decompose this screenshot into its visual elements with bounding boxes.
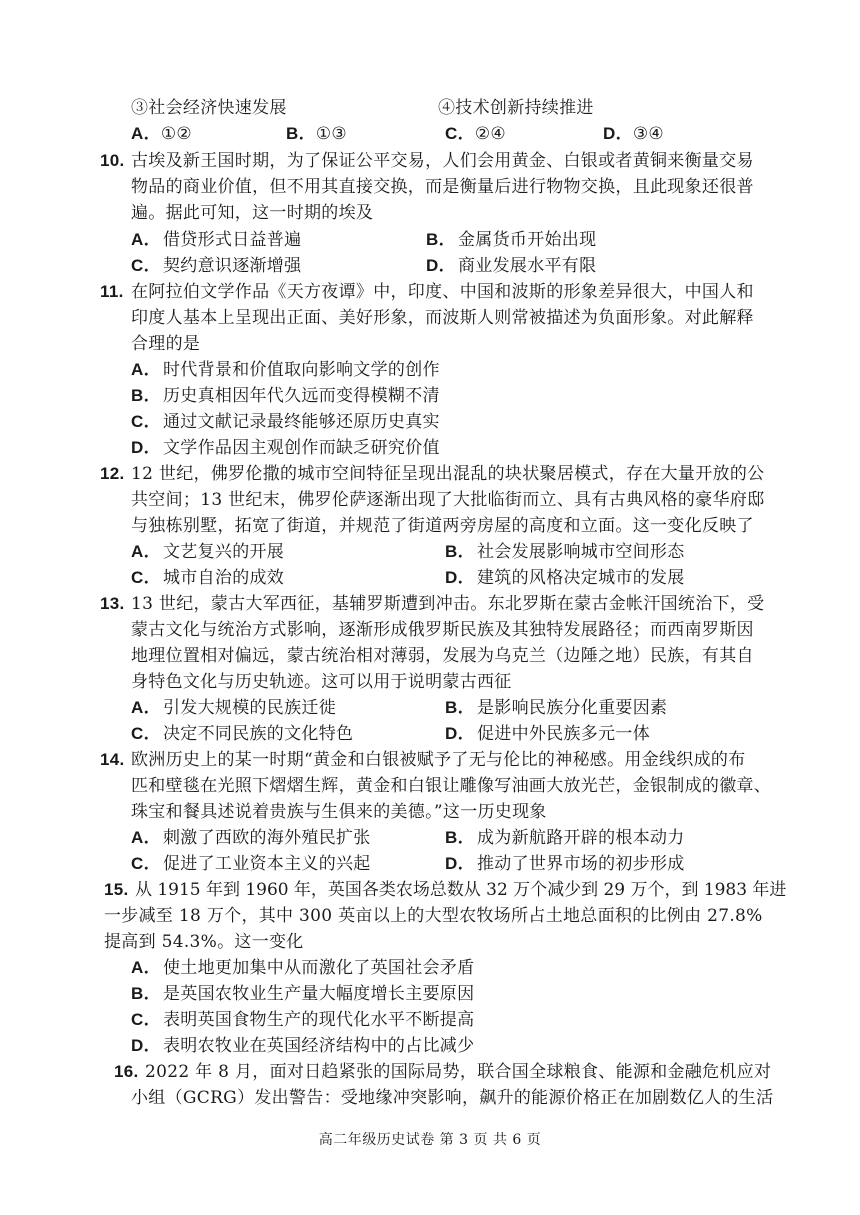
q10-stem-line-3: 遍。据此可知，这一时期的埃及	[131, 203, 374, 223]
q10-option-b: B． 金属货币开始出现	[426, 230, 597, 250]
page-footer: 高二年级历史试卷 第 3 页 共 6 页	[318, 1132, 542, 1148]
q14-option-a: A． 刺激了西欧的海外殖民扩张	[131, 828, 371, 848]
q9-option-c: C．②④	[445, 124, 506, 144]
q12-option-a: A． 文艺复兴的开展	[131, 542, 285, 562]
q14-number: 14.	[100, 750, 125, 769]
q9-option-a: A．①②	[131, 124, 192, 144]
q11-number: 11.	[100, 282, 124, 301]
q12-number: 12.	[100, 464, 125, 483]
q13-stem-line-1: 13 世纪，蒙古大军西征，基辅罗斯遭到冲击。东北罗斯在蒙古金帐汗国统治下，受	[131, 594, 765, 614]
q11-option-b: B． 历史真相因年代久远而变得模糊不清	[131, 386, 440, 406]
q10-option-d: D． 商业发展水平有限	[426, 256, 597, 276]
q14-option-b: B． 成为新航路开辟的根本动力	[445, 828, 685, 848]
q9-item-4: ④技术创新持续推进	[438, 98, 594, 118]
q11-option-d: D． 文学作品因主观创作而缺乏研究价值	[131, 438, 440, 458]
q9-item-3: ③社会经济快速发展	[131, 98, 287, 118]
q12-stem-line-1: 12 世纪，佛罗伦撒的城市空间特征呈现出混乱的块状聚居模式，存在大量开放的公	[131, 464, 765, 484]
q11-option-c: C． 通过文献记录最终能够还原历史真实	[131, 412, 440, 432]
q13-option-a: A． 引发大规模的民族迁徙	[131, 698, 336, 718]
q14-stem-line-2: 匹和壁毯在光照下熠熠生辉，黄金和白银让雕像写油画大放光芒，金银制成的徽章、	[131, 776, 772, 796]
q16-stem-line-1: 2022 年 8 月，面对日趋紧张的国际局势，联合国全球粮食、能源和金融危机应对	[145, 1062, 772, 1082]
q13-option-c: C． 决定不同民族的文化特色	[131, 724, 354, 744]
q14-stem-line-1: 欧洲历史上的某一时期“黄金和白银被赋予了无与伦比的神秘感。用金线织成的布	[131, 750, 746, 770]
q13-stem-line-4: 身特色文化与历史轨迹。这可以用于说明蒙古西征	[131, 672, 512, 692]
q12-option-c: C． 城市自治的成效	[131, 568, 285, 588]
q11-stem-line-1: 在阿拉伯文学作品《天方夜谭》中，印度、中国和波斯的形象差异很大，中国人和	[131, 282, 754, 302]
q14-stem-line-3: 珠宝和餐具述说着贵族与生俱来的美德。”这一历史现象	[131, 802, 547, 822]
q14-option-c: C． 促进了工业资本主义的兴起	[131, 854, 371, 874]
q12-stem-line-2: 共空间；13 世纪末，佛罗伦萨逐渐出现了大批临街而立、具有古典风格的豪华府邸	[131, 490, 765, 510]
q15-option-c: C． 表明英国食物生产的现代化水平不断提高	[131, 1010, 475, 1030]
q15-stem-line-1: 从 1915 年到 1960 年，英国各类农场总数从 32 万个减少到 29 万个，到 1983 年进	[135, 880, 787, 900]
q13-stem-line-2: 蒙古文化与统治方式影响，逐渐形成俄罗斯民族及其独特发展路径；而西南罗斯因	[131, 620, 754, 640]
q13-stem-line-3: 地理位置相对偏远，蒙古统治相对薄弱，发展为乌克兰（边陲之地）民族，有其自	[131, 646, 754, 666]
q15-option-b: B． 是英国农牧业生产量大幅度增长主要原因	[131, 984, 475, 1004]
q12-option-b: B． 社会发展影响城市空间形态	[445, 542, 685, 562]
q12-option-d: D． 建筑的风格决定城市的发展	[445, 568, 685, 588]
q10-stem-line-1: 古埃及新王国时期，为了保证公平交易，人们会用黄金、白银或者黄铜来衡量交易	[131, 151, 754, 171]
q16-number: 16.	[114, 1062, 139, 1081]
q13-number: 13.	[100, 594, 125, 613]
q15-number: 15.	[104, 880, 129, 899]
q10-option-c: C． 契约意识逐渐增强	[131, 256, 302, 276]
q13-option-d: D． 促进中外民族多元一体	[445, 724, 650, 744]
q15-option-d: D． 表明农牧业在英国经济结构中的占比减少	[131, 1036, 475, 1056]
q10-stem-line-2: 物品的商业价值，但不用其直接交换，而是衡量后进行物物交换，且此现象还很普	[131, 177, 754, 197]
q11-stem-line-2: 印度人基本上呈现出正面、美好形象，而波斯人则常被描述为负面形象。对此解释	[131, 308, 754, 328]
q9-option-d: D．③④	[603, 124, 664, 144]
q16-stem-line-2: 小组（GCRG）发出警告：受地缘冲突影响，飙升的能源价格正在加剧数亿人的生活	[131, 1088, 774, 1108]
q11-option-a: A． 时代背景和价值取向影响文学的创作	[131, 360, 440, 380]
q10-option-a: A． 借贷形式日益普遍	[131, 230, 302, 250]
q13-option-b: B． 是影响民族分化重要因素	[445, 698, 668, 718]
q15-stem-line-2: 一步减至 18 万个，其中 300 英亩以上的大型农牧场所占土地总面积的比例由 27.8%	[104, 906, 763, 926]
q14-option-d: D． 推动了世界市场的初步形成	[445, 854, 685, 874]
q12-stem-line-3: 与独栋别墅，拓宽了街道，并规范了街道两旁房屋的高度和立面。这一变化反映了	[131, 516, 754, 536]
q9-option-b: B．①③	[286, 124, 347, 144]
q10-number: 10.	[100, 151, 125, 170]
q11-stem-line-3: 合理的是	[131, 334, 201, 354]
q15-stem-line-3: 提高到 54.3%。这一变化	[104, 932, 304, 952]
q15-option-a: A． 使土地更加集中从而激化了英国社会矛盾	[131, 958, 475, 978]
